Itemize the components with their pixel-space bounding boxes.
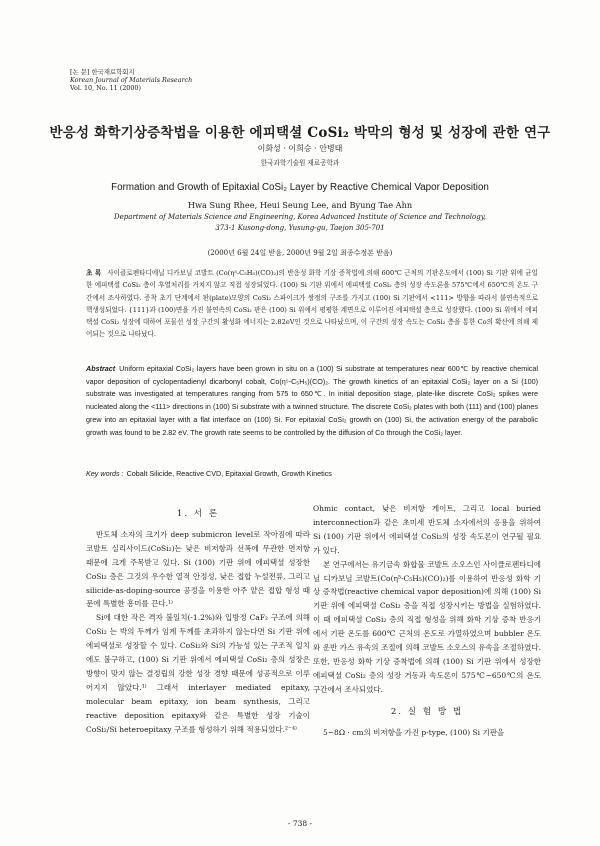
journal-header-ko: [논 문] 한국재료학회지 — [70, 68, 135, 76]
body-column-right — [313, 502, 541, 740]
authors-english: Hwa Sung Rhee, Heui Seung Lee, and Byung Tae Ahn — [187, 200, 413, 210]
affiliation-korean: 한국과학기술원 재료공학과 — [260, 159, 340, 167]
title-english: Formation and Growth of Epitaxial CoSi₂ Layer by Reactive Chemical Vapor Deposition — [111, 182, 489, 193]
body-column-left — [86, 502, 310, 737]
abstract-korean-text: 사이클로펜타디에닐 디카보닐 코발트 (Co(η⁵-C₅H₅)(CO)₂)의 반응성 화학 기상 증착법에 의해 600℃ 근처의 기판온도에서 (100) Si 기판 위에 균일한 에피택셜 CoSi₂ 층이 후열처리를 거치지 않고 직접 성장되었다. (100) Si 기판 위에서 에피택셜 CoSi₂ 층의 성장 속도론을 575℃에서 650℃의 온도 구간에서 조사하였다. 증착 초기 단계에서 판(plate)모양의 CoSi₂ 스파이크가 쌍정의 구조를 가지고 (100) Si 기판에서 <111> 방향을 따라서 불연속적으로 핵생성되었다. {111}과 (100)면을 가진 불연속의 CoSi₂ 판은 (100) Si 위에서 평평한 계면으로 이루어진 에피택셜 층으로 성장했다. (100) Si 위에서 에피택셜 CoSi₂ 성장에 대하여 포물선 성장 구간의 활성화 에너지는 2.82eV인 것으로 나타났으며, 이 구간의 성장 속도는 CoSi₂ 층을 통한 Co의 확산에 의해 제어되는 것으로 나타났다. — [86, 269, 538, 339]
affiliation-english-line-2: 373-1 Kusong-dong, Yusung-gu, Taejon 305-701 — [215, 223, 385, 232]
keywords — [86, 469, 538, 478]
abstract-english — [86, 363, 538, 439]
received-date: (2000년 6월 24일 받음, 2000년 9월 2일 최종수정본 받음) — [207, 249, 393, 257]
journal-header-en: Korean Journal of Materials Research — [70, 76, 193, 84]
body-paragraph: Ohmic contact, 낮은 비저항 게이트, 그리고 local buried interconnection과 같은 초미세 반도체 소자에서의 응용을 위하여 Si (100) 기판 위에서 에피택셜 CoSi₂의 성장 속도론이 연구될 필요가 있다. — [313, 504, 541, 555]
section-heading-methods: 2. 실 험 방 법 — [390, 706, 464, 717]
body-paragraph: 본 연구에서는 유기금속 화합물 코발트 소오스인 사이클로펜타디에닐 디카보닐 코발트(Co(η⁵-C₅H₅)(CO)₂)를 이용하여 반응성 화학 기상 증착법(reactive chemical vapor deposition)에 의해 (100) Si 기판 위에 에피택셜 CoSi₂ 층을 직접 성장시키는 방법을 실험하였다. 이 때 에피택셜 CoSi₂ 층의 직접 형성을 위해 화학 기상 증착 반응기에서 기판 온도를 600℃ 근처의 온도로 가열하였으며 bubbler 온도와 운반 가스 유속의 조절에 의해 코발트 소오스의 유속을 조절하였다. 또한, 반응성 화학 기상 증착법에 의해 (100) Si 기판 위에서 성장한 에피택셜 CoSi₂ 층의 성장 거동과 속도론이 575℃~650℃의 온도 구간에서 조사되었다. — [313, 559, 541, 694]
journal-volume: Vol. 10, No. 11 (2000) — [70, 84, 141, 92]
page-number: - 738 - — [287, 819, 313, 828]
keywords-text: Cobalt Silicide, Reactive CVD, Epitaxial Growth, Growth Kinetics — [126, 469, 332, 478]
body-paragraph: 반도체 소자의 크기가 deep submicron level로 작아짐에 따라 코발트 실리사이드(CoSi₂)는 낮은 비저항과 선폭에 무관한 면저항 때문에 크게 주목받고 있다. Si (100) 기판 위에 에피택셜 성장한 CoSi₂ 층은 그것의 우수한 열적 안정성, 낮은 접합 누설전류, 그리고 silicide-as-doping-source 공정을 이용한 아주 얕은 접합 형성 때문에 특별한 흥미를 끈다.¹⁾ — [86, 529, 310, 609]
abstract-korean-label: 초 록 — [86, 269, 102, 277]
title-korean: 반응성 화학기상증착법을 이용한 에피택셜 CoSi₂ 박막의 형성 및 성장에 관한 연구 — [49, 125, 551, 141]
body-paragraph: Si에 대한 작은 격자 불일치(-1.2%)와 입방정 CaF₂ 구조에 의해 CoSi₂ 는 박의 두께가 임계 두께를 초과하지 않는다면 Si 기판 위에 에피택셜로 성장할 수 있다. CoSi₂와 Si의 가능성 있는 구조적 일치에도 불구하고, (100) Si 기판 위에서 에피택셜 CoSi₂ 층의 성장은 방향이 맞지 않는 결정립의 강한 성장 경향 때문에 성공적으로 이루어지지 않았다.¹⁾ 그래서 interlayer mediated epitaxy, molecular beam epitaxy, ion beam synthesis, 그리고 reactive deposition epitaxy와 같은 특별한 성장 기술이 CoSi₂/Si heteroepitaxy 구조를 형성하기 위해 적용되었다.²⁻⁴⁾ — [86, 613, 310, 734]
body-paragraph: 5~8Ω · cm의 비저항을 가진 p-type, (100) Si 기판을 — [323, 727, 505, 737]
affiliation-english — [0, 212, 600, 233]
abstract-english-label: Abstract — [86, 364, 116, 373]
journal-header — [70, 68, 192, 92]
authors-korean: 이화성 · 이희승 · 안병태 — [257, 144, 343, 153]
abstract-english-text: Uniform epitaxial CoSi₂ layers have been grown in situ on a (100) Si substrate at temperatures near 600℃ by reactive chemical vapor deposition of cyclopentadienyl dicarbonyl cobalt, Co(η⁵-C₅H₅)(CO)₂. The growth kinetics of an epitaxial CoSi₂ layer on a Si (100) substrate was investigated at temperatures ranging from 575 to 650℃. In initial deposition stage, plate-like discrete CoSi₂ spikes were nucleated along the <111> directions in (100) Si substrate with a twinned structure. The discrete CoSi₂ plates with both (111) and (100) planes grew into an epitaxial layer with a flat interface on (100) Si. For epitaxial CoSi₂ growth on (100) Si, the activation energy of the parabolic growth was found to be 2.82 eV. The growth rate seems to be controlled by the diffusion of Co through the CoSi₂ layer. — [86, 364, 538, 437]
abstract-korean — [86, 267, 538, 341]
section-heading-introduction: 1. 서 론 — [176, 509, 220, 519]
affiliation-english-line-1: Department of Materials Science and Engineering, Korea Advanced Institute of Science and Technology, — [114, 213, 486, 221]
keywords-label: Key words : — [86, 469, 124, 478]
